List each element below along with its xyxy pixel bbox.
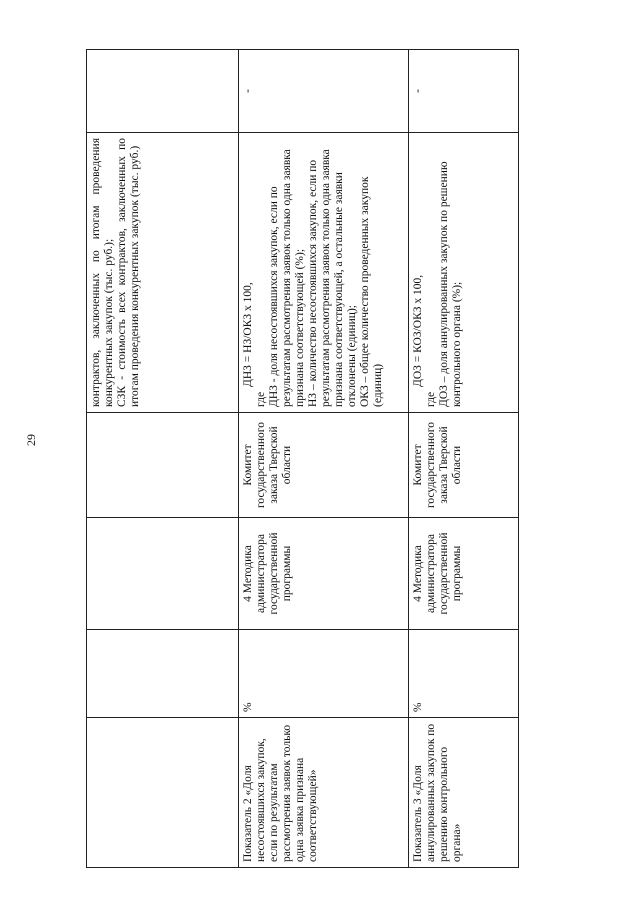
formula-line: ДНЗ - доля несостоявшихся закупок, если по результатам рассмотрения заявок только одна заявка признана соответствующей (%); — [268, 149, 306, 407]
formula-line: контрактов, заключенных по итогам проведения конкурентных закупок (тыс. руб.); — [90, 138, 115, 407]
formula-line: ДНЗ = НЗ/ОКЗ х 100, — [242, 282, 254, 387]
source-cell — [87, 413, 239, 518]
source-cell: Комитет государственного заказа Тверской области — [239, 413, 409, 518]
formula-line: где — [425, 391, 437, 407]
table-row — [409, 50, 519, 868]
unit-cell — [87, 630, 239, 718]
formula-cell — [239, 133, 409, 413]
rotated-table-container — [86, 50, 518, 868]
formula-line: НЗ – количество несостоявшихся закупок, если по результатам рассмотрения заявок только одна заявка признана соответствующей, а остальные заявки отклонены (единиц); — [307, 149, 358, 407]
formula-cell — [87, 133, 239, 413]
method-cell: 4 Методика администратора государственной программы — [239, 518, 409, 630]
indicator-cell: Показатель 3 «Доля аннулированных закупок по решению контрольного органа» — [409, 718, 519, 868]
indicator-cell: Показатель 2 «Доля несостоявшихся закупок, если по результатам рассмотрения заявок только одна заявка признана соответствующей» — [239, 718, 409, 868]
formula-line: где — [255, 391, 267, 407]
table-row — [87, 50, 239, 868]
table-row — [239, 50, 409, 868]
method-cell — [87, 518, 239, 630]
formula-line: ДОЗ – доля аннулированных закупок по решению контрольного органа (%); — [438, 161, 463, 407]
extra-cell — [87, 50, 239, 133]
formula-line: ОКЗ – общее количество проведенных закупок (единиц) — [359, 176, 384, 407]
formula-cell — [409, 133, 519, 413]
indicator-cell — [87, 718, 239, 868]
method-cell: 4 Методика администратора государственной программы — [409, 518, 519, 630]
formula-line: ДОЗ = КОЗ/ОКЗ х 100, — [412, 274, 424, 387]
indicators-table — [86, 49, 519, 868]
extra-cell: - — [239, 50, 409, 133]
unit-cell: % — [409, 630, 519, 718]
formula-line: СЗК - стоимость всех контрактов, заключенных по итогам проведения конкурентных закупок (тыс. руб.) — [116, 138, 141, 407]
unit-cell: % — [239, 630, 409, 718]
extra-cell: - — [409, 50, 519, 133]
page-number: 29 — [24, 434, 38, 446]
source-cell: Комитет государственного заказа Тверской области — [409, 413, 519, 518]
